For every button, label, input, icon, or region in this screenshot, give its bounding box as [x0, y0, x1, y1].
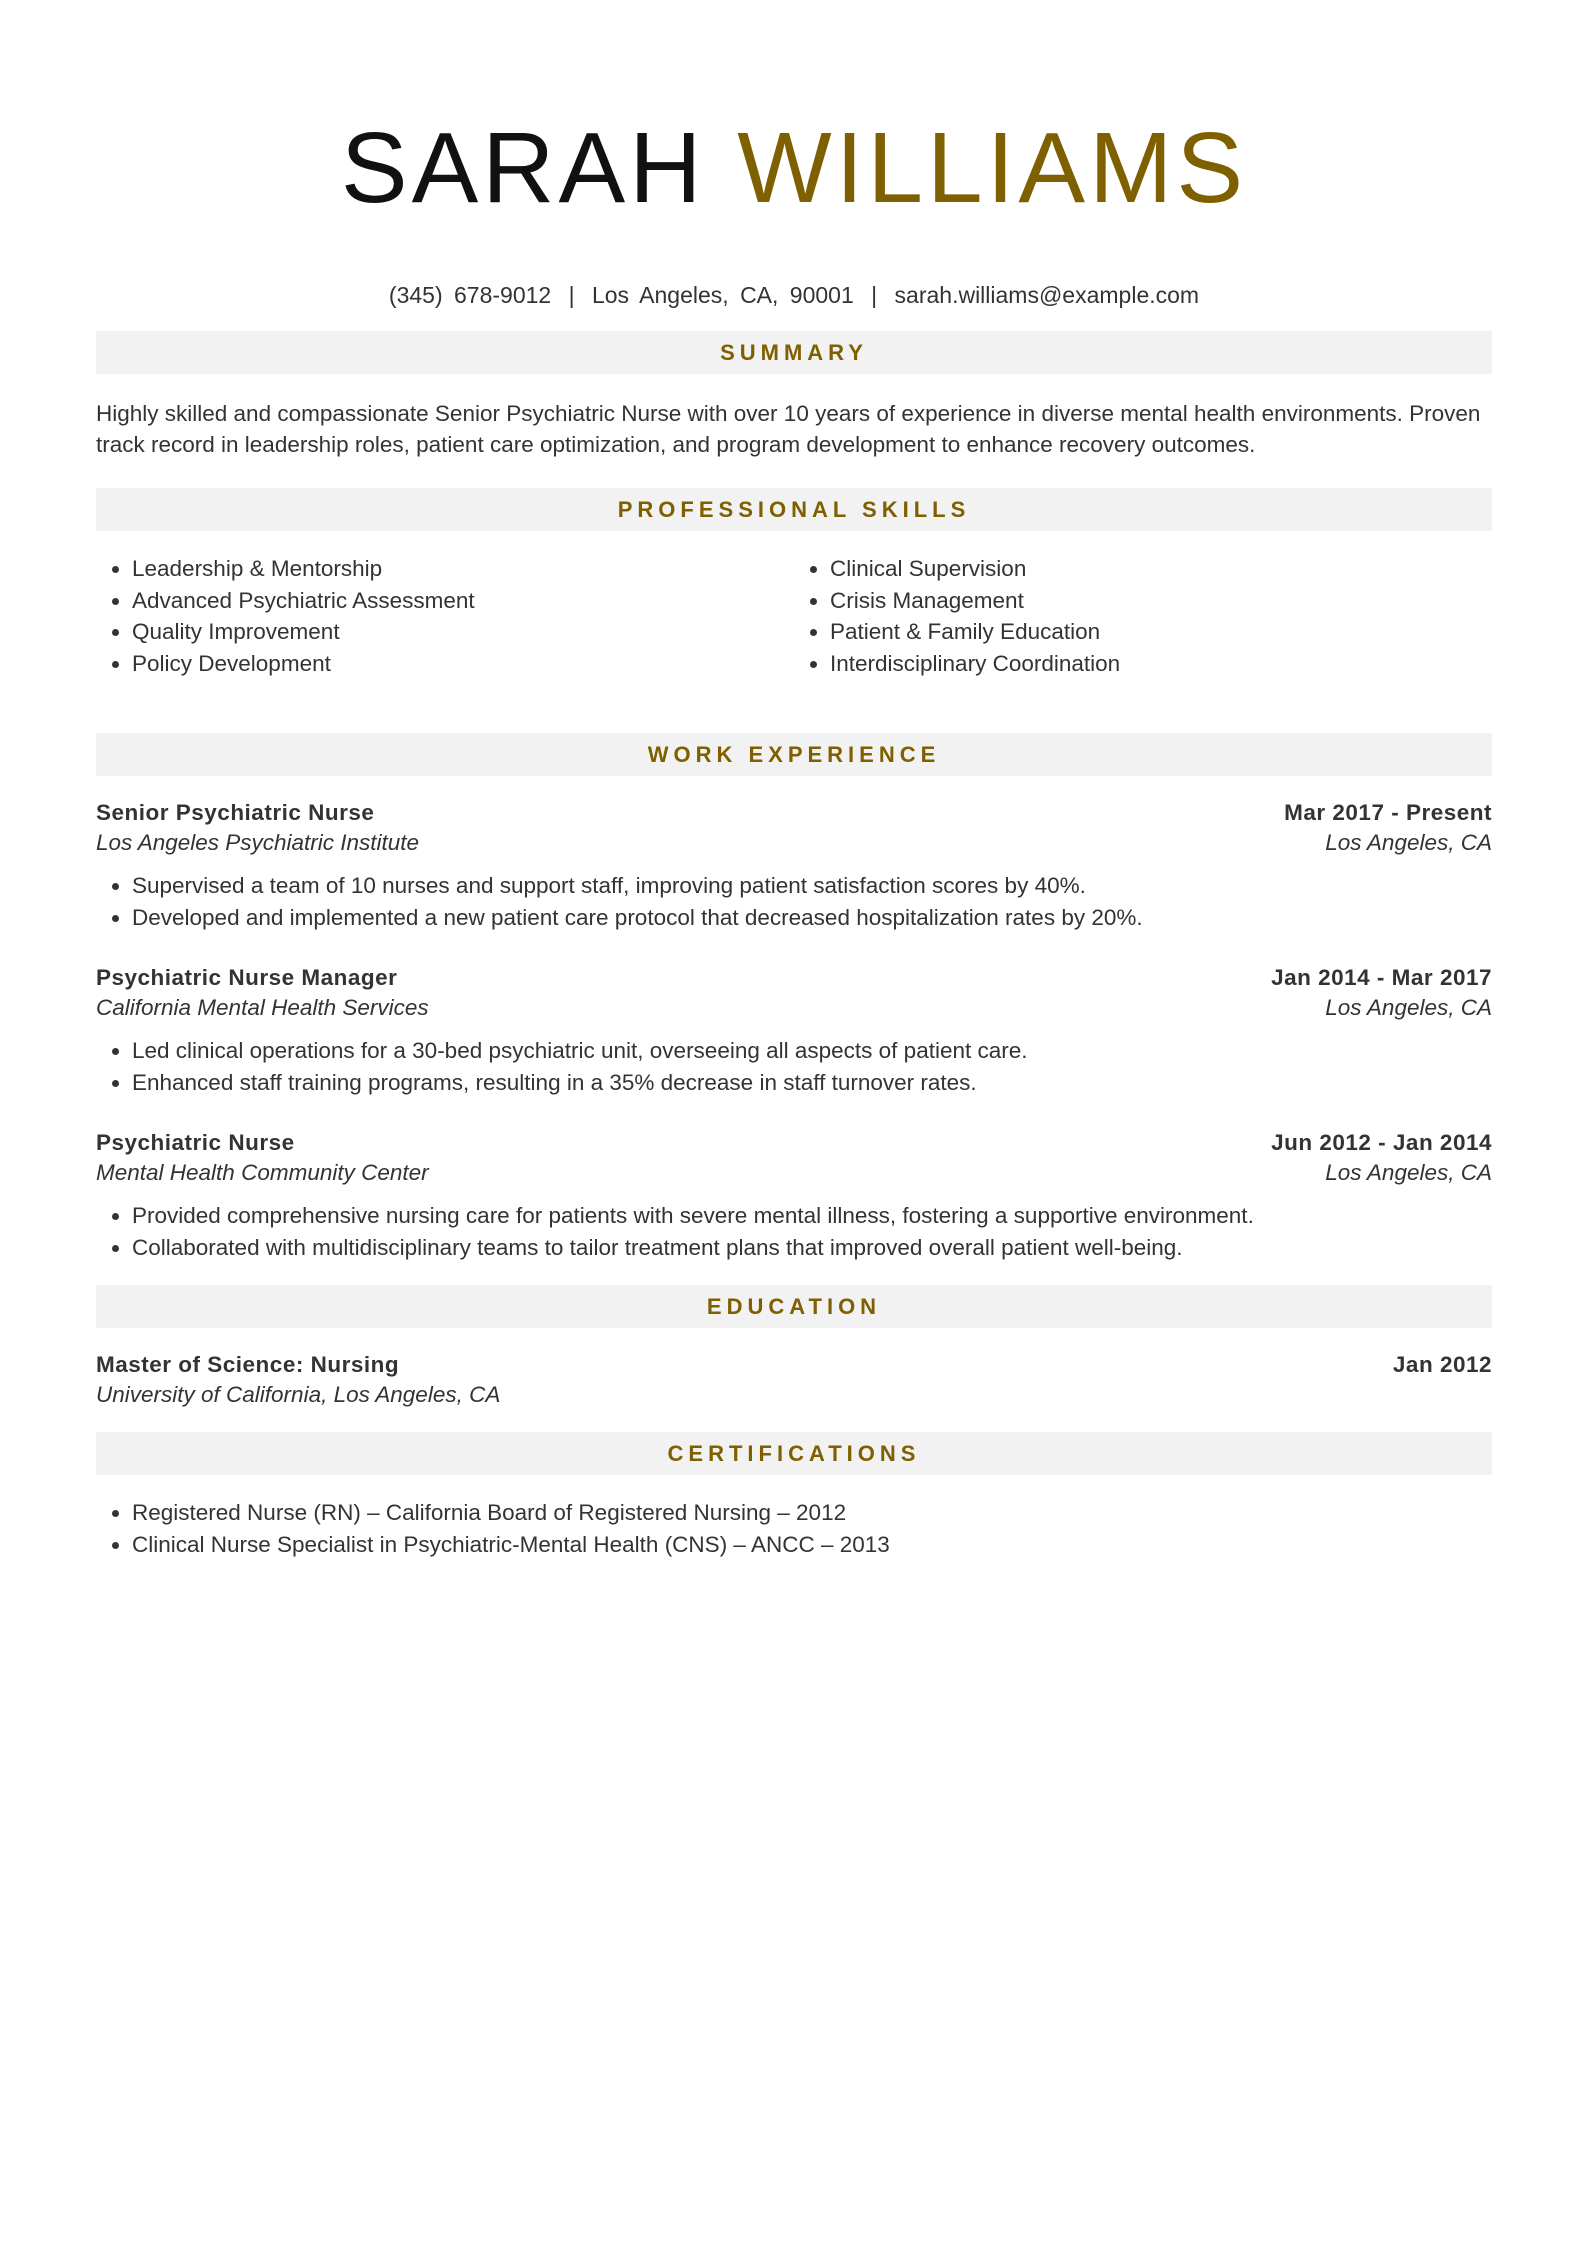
skill-item: • Advanced Psychiatric Assessment — [132, 585, 794, 617]
education-title: EDUCATION — [706, 1293, 882, 1319]
summary-title: SUMMARY — [720, 339, 868, 365]
job-location: Los Angeles, CA — [1325, 1160, 1492, 1185]
graduation-date: Jan 2012 — [1392, 1352, 1492, 1377]
job-bullet: • Provided comprehensive nursing care for patients with severe mental illness, fostering a supportive environment. — [132, 1200, 1492, 1232]
job-bullet: • Supervised a team of 10 nurses and support staff, improving patient satisfaction scores by 40%. — [132, 870, 1492, 902]
skill-item: • Clinical Supervision — [830, 553, 1492, 585]
job-bullets — [96, 1035, 1492, 1098]
certification-item: • Clinical Nurse Specialist in Psychiatric-Mental Health (CNS) – ANCC – 2013 — [132, 1529, 1492, 1561]
skills-title: PROFESSIONAL SKILLS — [617, 496, 971, 522]
skills-right-column — [794, 553, 1492, 679]
job-bullet: • Collaborated with multidisciplinary teams to tailor treatment plans that improved overall patient well-being. — [132, 1232, 1492, 1264]
certifications-list — [96, 1497, 1492, 1560]
job-title: Psychiatric Nurse — [96, 1130, 295, 1155]
job-bullet: • Developed and implemented a new patient care protocol that decreased hospitalization rates by 20%. — [132, 902, 1492, 934]
skills-left-column — [96, 553, 794, 679]
job-entry — [96, 1130, 1492, 1263]
email: sarah.williams@example.com — [894, 282, 1200, 308]
job-entry — [96, 965, 1492, 1098]
job-entry — [96, 800, 1492, 933]
skill-item: • Quality Improvement — [132, 616, 794, 648]
job-dates: Jun 2012 - Jan 2014 — [1271, 1130, 1492, 1155]
job-bullet: • Enhanced staff training programs, resulting in a 35% decrease in staff turnover rates. — [132, 1067, 1492, 1099]
skills-header — [96, 488, 1492, 531]
skill-item: • Patient & Family Education — [830, 616, 1492, 648]
degree: Master of Science: Nursing — [96, 1352, 400, 1377]
skill-item: • Interdisciplinary Coordination — [830, 648, 1492, 680]
certification-item: • Registered Nurse (RN) – California Board of Registered Nursing – 2012 — [132, 1497, 1492, 1529]
experience-title: WORK EXPERIENCE — [647, 741, 941, 767]
summary-header — [96, 331, 1492, 374]
summary-text: Highly skilled and compassionate Senior Psychiatric Nurse with over 10 years of experience in diverse mental health environments. Proven track record in leadership roles, patient care optimization, and program development to enhance recovery outcomes. — [96, 401, 1481, 457]
candidate-name — [96, 0, 1492, 224]
job-bullets — [96, 1200, 1492, 1263]
job-title: Senior Psychiatric Nurse — [96, 800, 375, 825]
skill-item: • Crisis Management — [830, 585, 1492, 617]
job-bullets — [96, 870, 1492, 933]
job-dates: Jan 2014 - Mar 2017 — [1271, 965, 1492, 990]
skills-list — [96, 553, 1492, 679]
job-bullet: • Led clinical operations for a 30-bed psychiatric unit, overseeing all aspects of patient care. — [132, 1035, 1492, 1067]
education-header — [96, 1285, 1492, 1328]
job-title: Psychiatric Nurse Manager — [96, 965, 398, 990]
certifications-title: CERTIFICATIONS — [667, 1440, 921, 1466]
contact-separator: | — [871, 282, 878, 308]
job-location: Los Angeles, CA — [1325, 995, 1492, 1020]
phone: (345) 678-9012 — [388, 282, 552, 308]
job-company: California Mental Health Services — [96, 995, 429, 1020]
job-company: Mental Health Community Center — [96, 1160, 429, 1185]
contact-line — [96, 282, 1492, 309]
job-location: Los Angeles, CA — [1325, 830, 1492, 855]
job-company: Los Angeles Psychiatric Institute — [96, 830, 420, 855]
education-entry — [96, 1352, 1492, 1408]
skill-item: • Leadership & Mentorship — [132, 553, 794, 585]
first-name: SARAH — [340, 112, 706, 224]
skill-item: • Policy Development — [132, 648, 794, 680]
contact-separator: | — [568, 282, 575, 308]
certifications-header — [96, 1432, 1492, 1475]
location: Los Angeles, CA, 90001 — [591, 282, 854, 308]
last-name: WILLIAMS — [737, 112, 1248, 224]
job-dates: Mar 2017 - Present — [1284, 800, 1492, 825]
school: University of California, Los Angeles, CA — [96, 1382, 501, 1407]
experience-header — [96, 733, 1492, 776]
